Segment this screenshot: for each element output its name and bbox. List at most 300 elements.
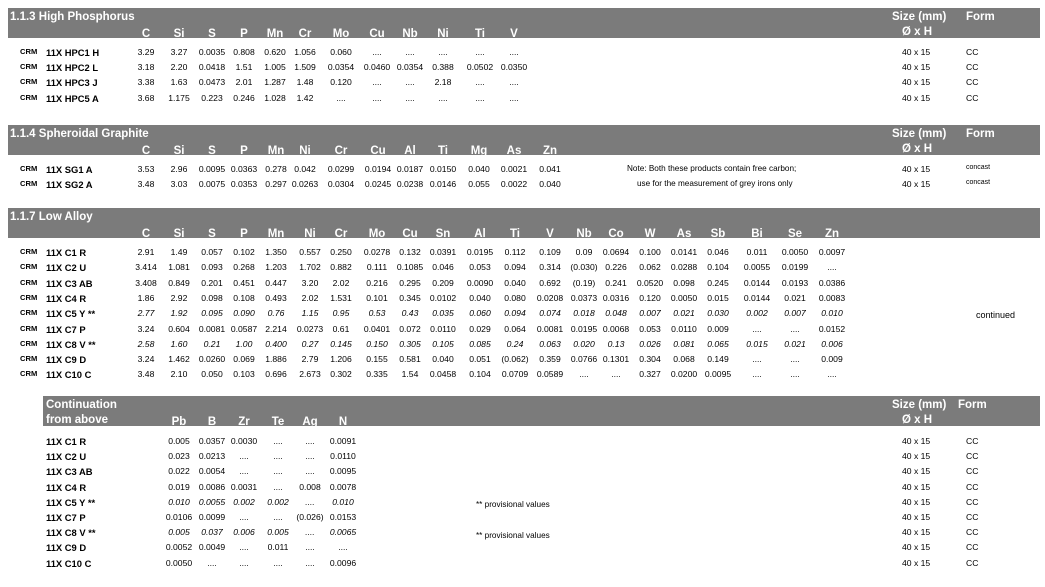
value-cell: 3.18 — [137, 62, 155, 73]
value-cell: 0.011 — [746, 247, 768, 257]
column-header: W — [644, 228, 656, 240]
form-header: Form — [958, 399, 987, 411]
form-cell: CC — [966, 527, 979, 538]
form-cell: CC — [966, 92, 979, 103]
crm-label: CRM — [20, 338, 38, 348]
table-row — [0, 369, 1045, 384]
size-cell: 40 x 15 — [902, 62, 931, 73]
value-cell: 0.0144 — [743, 277, 771, 288]
column-header: Se — [787, 228, 803, 240]
material-code: 11X C2 U — [46, 451, 87, 463]
value-cell: 1.462 — [168, 354, 190, 365]
value-cell: 0.201 — [201, 277, 223, 288]
value-cell: 2.02 — [332, 277, 350, 288]
value-cell: .... — [438, 92, 448, 103]
size-subheader: Ø x H — [902, 26, 933, 38]
value-cell: 0.0263 — [291, 178, 319, 189]
value-cell: 0.0022 — [500, 178, 528, 189]
value-cell: 0.0418 — [198, 62, 226, 73]
value-cell: 0.27 — [301, 338, 319, 349]
value-cell: 3.24 — [137, 323, 155, 334]
size-cell: 40 x 15 — [902, 466, 931, 477]
value-cell: 0.246 — [233, 92, 255, 103]
value-cell: 0.041 — [539, 164, 561, 174]
value-cell: 0.150 — [366, 338, 388, 349]
value-cell: 0.0195 — [570, 323, 598, 334]
form-cell: concast — [966, 178, 991, 186]
value-cell: 0.009 — [821, 354, 843, 365]
value-cell: 1.886 — [265, 354, 287, 365]
value-cell: 0.345 — [399, 292, 421, 303]
form-cell: CC — [966, 436, 979, 446]
value-cell: 0.0150 — [429, 164, 457, 174]
value-cell: 0.005 — [267, 527, 289, 538]
value-cell: 0.050 — [201, 369, 223, 380]
value-cell: 0.327 — [639, 369, 661, 380]
value-cell: 0.76 — [267, 308, 285, 319]
value-cell: 0.035 — [432, 308, 454, 319]
value-cell: 0.057 — [201, 247, 223, 257]
value-cell: 0.0031 — [230, 481, 258, 492]
value-cell: 2.673 — [299, 369, 321, 380]
value-cell: 0.09 — [575, 247, 593, 257]
value-cell: 3.68 — [137, 92, 155, 103]
value-cell: .... — [305, 496, 315, 507]
value-cell: 0.010 — [332, 496, 354, 507]
provisional-note-2: ** provisional values — [476, 531, 550, 540]
value-cell: 0.055 — [468, 178, 490, 189]
value-cell: .... — [438, 47, 448, 57]
value-cell: 0.0208 — [536, 292, 564, 303]
column-header: C — [141, 145, 151, 157]
value-cell: 0.0050 — [781, 247, 809, 257]
value-cell: 0.046 — [432, 262, 454, 273]
value-cell: 0.019 — [168, 481, 190, 492]
value-cell: .... — [273, 451, 283, 462]
value-cell: 0.0095 — [329, 466, 357, 477]
value-cell: 0.111 — [366, 262, 388, 273]
continued-label: continued — [976, 310, 1016, 320]
column-header: S — [208, 228, 216, 240]
column-header: S — [208, 145, 216, 157]
value-cell: 0.0090 — [466, 277, 494, 288]
value-cell: 0.051 — [469, 354, 491, 365]
value-cell: 0.53 — [368, 308, 386, 319]
table-row — [0, 164, 1045, 179]
value-cell: 0.0095 — [704, 369, 732, 380]
value-cell: .... — [372, 77, 382, 88]
value-cell: 3.03 — [170, 178, 188, 189]
value-cell: 1.509 — [294, 62, 316, 73]
value-cell: 1.056 — [294, 47, 316, 57]
value-cell: 3.29 — [137, 47, 155, 57]
value-cell: 0.098 — [673, 277, 695, 288]
value-cell: 0.094 — [504, 308, 526, 319]
value-cell: 0.0199 — [781, 262, 809, 273]
value-cell: 0.002 — [233, 496, 255, 507]
value-cell: .... — [239, 542, 249, 553]
crm-label: CRM — [20, 92, 38, 102]
provisional-note-1: ** provisional values — [476, 500, 550, 509]
value-cell: 0.007 — [639, 308, 661, 319]
value-cell: 0.620 — [264, 47, 286, 57]
crm-label: CRM — [20, 323, 38, 333]
value-cell: 0.0709 — [501, 369, 529, 380]
column-header: Pb — [171, 416, 187, 428]
value-cell: .... — [509, 77, 519, 88]
value-cell: 0.023 — [168, 451, 190, 462]
value-cell: .... — [372, 92, 382, 103]
value-cell: 3.414 — [135, 262, 157, 273]
value-cell: 0.0153 — [329, 512, 357, 522]
value-cell: 0.015 — [746, 338, 768, 349]
value-cell: 0.61 — [332, 323, 350, 334]
form-cell: CC — [966, 451, 979, 462]
value-cell: .... — [239, 512, 249, 522]
form-cell: CC — [966, 481, 979, 492]
value-cell: 0.43 — [401, 308, 419, 319]
value-cell: 0.0099 — [198, 512, 226, 522]
value-cell: 0.006 — [233, 527, 255, 538]
column-header: P — [240, 28, 248, 40]
value-cell: 0.0373 — [570, 292, 598, 303]
column-header: Nb — [402, 28, 418, 40]
value-cell: 0.0081 — [198, 323, 226, 334]
value-cell: 0.305 — [399, 338, 421, 349]
value-cell: 3.24 — [137, 354, 155, 365]
table-row — [0, 179, 1045, 194]
size-subheader: Ø x H — [902, 143, 933, 155]
value-cell: 0.0238 — [396, 178, 424, 189]
value-cell: 0.451 — [233, 277, 255, 288]
section-title: 1.1.4 Spheroidal Graphite — [10, 128, 149, 140]
value-cell: 0.0050 — [670, 292, 698, 303]
size-cell: 40 x 15 — [902, 496, 931, 507]
column-header: As — [676, 228, 692, 240]
value-cell: 0.268 — [233, 262, 255, 273]
value-cell: 0.068 — [673, 354, 695, 365]
form-cell: CC — [966, 77, 979, 88]
value-cell: 0.0075 — [198, 178, 226, 189]
size-cell: 40 x 15 — [902, 164, 931, 174]
material-code: 11X HPC2 L — [46, 62, 99, 74]
value-cell: .... — [305, 542, 315, 553]
column-header: Cu — [369, 28, 385, 40]
column-header: C — [141, 28, 151, 40]
value-cell: 0.0766 — [570, 354, 598, 365]
value-cell: 0.493 — [265, 292, 287, 303]
value-cell: 0.042 — [294, 164, 316, 174]
material-code: 11X C8 V ** — [46, 527, 96, 539]
value-cell: 0.0502 — [466, 62, 494, 73]
value-cell: 0.0354 — [327, 62, 355, 73]
column-header: Mn — [267, 145, 285, 157]
value-cell: 0.132 — [399, 247, 421, 257]
form-cell: CC — [966, 466, 979, 477]
value-cell: 0.120 — [330, 77, 352, 88]
table-row — [0, 324, 1045, 339]
column-header: Cr — [298, 28, 312, 40]
value-cell: .... — [239, 557, 249, 568]
value-cell: 0.0055 — [198, 496, 226, 507]
value-cell: 0.109 — [539, 247, 561, 257]
value-cell: 0.102 — [233, 247, 255, 257]
value-cell: 0.0102 — [429, 292, 457, 303]
table-row — [0, 542, 1045, 557]
value-cell: 0.104 — [707, 262, 729, 273]
table-row — [0, 278, 1045, 293]
material-code: 11X C1 R — [46, 247, 87, 258]
form-cell: CC — [966, 496, 979, 507]
value-cell: 3.48 — [137, 178, 155, 189]
value-cell: 0.060 — [330, 47, 352, 57]
value-cell: .... — [790, 369, 800, 380]
table-row — [0, 451, 1045, 466]
value-cell: 0.314 — [539, 262, 561, 273]
column-header: Bi — [751, 228, 763, 240]
value-cell: 1.028 — [264, 92, 286, 103]
value-cell: 0.0049 — [198, 542, 226, 553]
table-row — [0, 247, 1045, 262]
form-cell: concast — [966, 164, 991, 171]
material-code: 11X C8 V ** — [46, 338, 96, 350]
form-cell: CC — [966, 512, 979, 522]
table-row — [0, 77, 1045, 92]
value-cell: 0.581 — [399, 354, 421, 365]
value-cell: 0.040 — [432, 354, 454, 365]
value-cell: 1.350 — [265, 247, 287, 257]
value-cell: 0.295 — [399, 277, 421, 288]
value-cell: 2.92 — [170, 292, 188, 303]
value-cell: 0.0304 — [327, 178, 355, 189]
value-cell: 0.0350 — [500, 62, 528, 73]
column-header: Mo — [368, 228, 386, 240]
value-cell: 0.011 — [267, 542, 289, 553]
value-cell: 0.335 — [366, 369, 388, 380]
value-cell: 1.51 — [235, 62, 253, 73]
value-cell: 0.0078 — [329, 481, 357, 492]
value-cell: 0.223 — [201, 92, 223, 103]
value-cell: .... — [405, 47, 415, 57]
value-cell: 1.60 — [170, 338, 188, 349]
value-cell: .... — [239, 451, 249, 462]
value-cell: 1.63 — [170, 77, 188, 88]
column-header: V — [546, 228, 554, 240]
value-cell: 0.005 — [168, 527, 190, 538]
crm-label: CRM — [20, 292, 38, 302]
table-row — [0, 527, 1045, 542]
form-cell: CC — [966, 47, 979, 57]
value-cell: 0.093 — [201, 262, 223, 273]
section-title: 1.1.3 High Phosphorus — [10, 11, 135, 23]
material-code: 11X SG2 A — [46, 178, 93, 190]
form-cell: CC — [966, 542, 979, 553]
value-cell: 0.002 — [746, 308, 768, 319]
form-cell: CC — [966, 62, 979, 73]
value-cell: 0.002 — [267, 496, 289, 507]
value-cell: 0.400 — [265, 338, 287, 349]
value-cell: 0.064 — [504, 323, 526, 334]
form-header: Form — [966, 128, 995, 140]
value-cell: 0.0052 — [165, 542, 193, 553]
value-cell: 0.0458 — [429, 369, 457, 380]
value-cell: 1.175 — [168, 92, 190, 103]
value-cell: 0.026 — [639, 338, 661, 349]
value-cell: 0.0273 — [296, 323, 324, 334]
value-cell: 0.0587 — [230, 323, 258, 334]
value-cell: .... — [239, 466, 249, 477]
column-header: Cu — [402, 228, 418, 240]
value-cell: 2.02 — [301, 292, 319, 303]
value-cell: 0.120 — [639, 292, 661, 303]
value-cell: 2.01 — [235, 77, 253, 88]
column-header: Sb — [710, 228, 726, 240]
value-cell: (0.062) — [501, 354, 529, 365]
value-cell: 2.10 — [170, 369, 188, 380]
crm-label: CRM — [20, 277, 38, 287]
column-header: Sn — [435, 228, 451, 240]
value-cell: 2.91 — [137, 247, 155, 257]
column-header: Cr — [334, 228, 348, 240]
continuation-subtitle: from above — [46, 414, 108, 426]
value-cell: 0.0401 — [363, 323, 391, 334]
column-header: Co — [608, 228, 624, 240]
value-cell: 0.008 — [299, 481, 321, 492]
value-cell: 0.808 — [233, 47, 255, 57]
value-cell: 0.0473 — [198, 77, 226, 88]
column-header: V — [510, 28, 518, 40]
value-cell: 0.060 — [469, 308, 491, 319]
value-cell: 1.00 — [235, 338, 253, 349]
size-cell: 40 x 15 — [902, 542, 931, 553]
value-cell: 0.009 — [707, 323, 729, 334]
value-cell: 0.0357 — [198, 436, 226, 446]
value-cell: .... — [475, 92, 485, 103]
crm-label: CRM — [20, 62, 38, 72]
value-cell: 0.297 — [265, 178, 287, 189]
value-cell: 0.010 — [168, 496, 190, 507]
value-cell: 0.0091 — [329, 436, 357, 446]
value-cell: 0.21 — [203, 338, 221, 349]
column-header: B — [207, 416, 217, 428]
size-cell: 40 x 15 — [902, 178, 931, 189]
value-cell: 0.849 — [168, 277, 190, 288]
value-cell: 3.48 — [137, 369, 155, 380]
value-cell: 0.0460 — [363, 62, 391, 73]
value-cell: 0.0055 — [743, 262, 771, 273]
material-code: 11X C1 R — [46, 436, 87, 447]
value-cell: 0.388 — [432, 62, 454, 73]
column-header: Si — [173, 228, 185, 240]
material-code: 11X C7 P — [46, 323, 86, 335]
value-cell: .... — [509, 47, 519, 57]
column-header: Mo — [332, 28, 350, 40]
value-cell: .... — [273, 466, 283, 477]
value-cell: 0.226 — [605, 262, 627, 273]
column-header: Al — [404, 145, 416, 157]
value-cell: .... — [475, 77, 485, 88]
continuation-title: Continuation — [46, 399, 117, 411]
value-cell: 0.13 — [607, 338, 625, 349]
value-cell: 0.882 — [330, 262, 352, 273]
value-cell: 1.531 — [330, 292, 352, 303]
value-cell: 0.0081 — [536, 323, 564, 334]
table-row — [0, 466, 1045, 481]
column-header: Ag — [302, 416, 318, 428]
value-cell: (0.030) — [570, 262, 598, 273]
value-cell: .... — [475, 47, 485, 57]
column-header: Zr — [238, 416, 250, 428]
value-cell: 0.040 — [539, 178, 561, 189]
value-cell: 0.0106 — [165, 512, 193, 522]
value-cell: 0.037 — [201, 527, 223, 538]
value-cell: 3.38 — [137, 77, 155, 88]
value-cell: .... — [405, 77, 415, 88]
value-cell: 0.0095 — [198, 164, 226, 174]
section-header-continuation — [43, 396, 1040, 426]
value-cell: (0.19) — [572, 277, 596, 288]
section-header-spheroidal-graphite — [8, 125, 1040, 155]
value-cell: 3.53 — [137, 164, 155, 174]
value-cell: .... — [827, 262, 837, 273]
value-cell: 1.92 — [170, 308, 188, 319]
value-cell: 0.046 — [707, 247, 729, 257]
material-code: 11X C2 U — [46, 262, 87, 274]
value-cell: 0.0694 — [602, 247, 630, 257]
material-code: 11X SG1 A — [46, 164, 93, 175]
material-code: 11X HPC3 J — [46, 77, 98, 89]
value-cell: 0.0097 — [818, 247, 846, 257]
value-cell: 0.0200 — [670, 369, 698, 380]
value-cell: 0.0354 — [396, 62, 424, 73]
value-cell: 0.0035 — [198, 47, 226, 57]
column-header: Ti — [474, 28, 485, 40]
table-row — [0, 47, 1045, 62]
value-cell: 0.245 — [707, 277, 729, 288]
column-header: Mg — [470, 145, 488, 157]
value-cell: 0.0152 — [818, 323, 846, 334]
column-header: As — [506, 145, 522, 157]
column-header: Zn — [542, 145, 558, 157]
value-cell: 0.0086 — [198, 481, 226, 492]
value-cell: 0.065 — [707, 338, 729, 349]
value-cell: 0.0299 — [327, 164, 355, 174]
value-cell: 0.048 — [605, 308, 627, 319]
value-cell: 0.0110 — [330, 451, 356, 462]
value-cell: .... — [338, 542, 348, 553]
table-row — [0, 293, 1045, 308]
value-cell: 0.062 — [639, 262, 661, 273]
value-cell: .... — [305, 436, 315, 446]
value-cell: 0.1085 — [396, 262, 424, 273]
value-cell: .... — [752, 354, 762, 365]
column-header: P — [240, 228, 248, 240]
value-cell: 0.108 — [233, 292, 255, 303]
form-cell: CC — [966, 557, 979, 568]
table-row — [0, 339, 1045, 354]
value-cell: .... — [827, 369, 837, 380]
value-cell: 0.0030 — [230, 436, 258, 446]
value-cell: 0.0386 — [818, 277, 846, 288]
value-cell: .... — [372, 47, 382, 57]
value-cell: 0.250 — [330, 247, 352, 257]
size-header: Size (mm) — [892, 11, 947, 23]
value-cell: 0.0141 — [670, 247, 698, 257]
value-cell: 0.696 — [265, 369, 287, 380]
value-cell: 0.0144 — [743, 292, 771, 303]
value-cell: 0.302 — [330, 369, 352, 380]
value-cell: 2.18 — [434, 77, 452, 88]
